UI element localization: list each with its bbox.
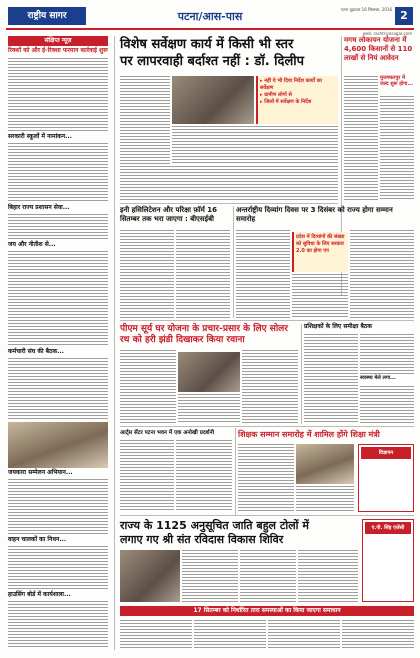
- story5-headline: शिक्षक सम्मान समारोह में शामिल होंगे शिक्षा मंत्री: [238, 430, 380, 439]
- right-mid-divider: [301, 324, 302, 424]
- section-title: पटना/आस-पास: [177, 10, 243, 23]
- story4-headline: पीएम सूर्य घर योजना के प्रचार-प्रसार के लिए सोलर रथ को हरी झंडी दिखाकर किया रवाना: [120, 324, 288, 345]
- right-mid-text-2: [360, 334, 414, 374]
- bottom-headline-line2: लगाए गए श्री संत रविदास विकास शिविर: [120, 533, 284, 546]
- left-headline-5: कर्मचारी संघ की बैठक...: [8, 348, 64, 355]
- bottom-text-3: [298, 550, 358, 602]
- story6-headline: आर्ट्स सेंटर पटना भवन में एक अनोखी प्रदर्शनी: [120, 430, 215, 436]
- left-text-5: [8, 358, 108, 420]
- website: web: rashtriyasagar.com: [362, 31, 412, 36]
- story4-text-2: [178, 394, 240, 424]
- column-divider: [114, 36, 115, 650]
- low-divider: [120, 426, 414, 427]
- left-text-8: [8, 601, 108, 649]
- bottom-text-5: [194, 620, 266, 650]
- story7-headline2: स्वास्थ्य मेले लगा...: [360, 375, 396, 381]
- column-label: संक्षिप्त न्यूज़: [8, 36, 108, 46]
- story2-headline: इनी हसिलिटेशन और परिक्षा फ़ॉर्म 16 सितम्बर तक भरा जाएगा : बीएसईबी: [120, 206, 217, 223]
- left-headline-1: रिक्शों को और ई-रिक्शा फरमान कार्रवाई शुरू: [8, 47, 108, 54]
- story3-text-1: [236, 230, 290, 318]
- story5-text-2: [296, 486, 354, 512]
- masthead-rule: [6, 28, 414, 30]
- advertisement: [358, 444, 414, 512]
- ad-title: विज्ञापन: [361, 447, 411, 459]
- bottom-banner: 17 सितम्बर को निर्धारित तारा समस्याओं का किया जाएगा समाधान: [120, 606, 414, 616]
- lead-headline-line1: विशेष सर्वेक्षण कार्य में किसी भी स्तर: [120, 37, 294, 52]
- ad2-title: ए.पी. सिंह एजेंसी: [365, 522, 411, 534]
- story6-text-2: [176, 440, 232, 512]
- right-mid-text-1: [304, 334, 358, 424]
- story4-text-3: [242, 350, 298, 424]
- bottom-headline-line1: राज्य के 1125 अनुसूचित जाति बहुल टोलों में: [120, 519, 309, 532]
- page-number: 2: [395, 7, 413, 25]
- story3-text-2: [292, 274, 348, 318]
- bottom-divider: [120, 515, 414, 516]
- left-text-2: [8, 143, 108, 203]
- story2-divider: [233, 206, 234, 318]
- left-headline-6: जयकारा सम्मेलन अभियान...: [8, 469, 73, 476]
- lead-bullet-3: ▸ जिलों में सर्वेक्षण के निर्देश: [260, 99, 312, 105]
- right-text-2: [380, 96, 414, 200]
- brand-logo: राष्ट्रीय सागर: [8, 7, 86, 25]
- story3-headline: अन्तर्राष्ट्रीय दिव्यांग दिवस पर 3 दिसंबर को राज्य होगा सम्मान समारोह: [236, 206, 393, 223]
- bottom-photo: [120, 550, 180, 602]
- bottom-text-7: [342, 620, 414, 650]
- bottom-headline: [120, 519, 358, 547]
- masthead: [0, 0, 420, 36]
- bottom-text-6: [268, 620, 340, 650]
- lead-bullet-2: ▸ ग्रामीण लोगों से: [260, 92, 292, 98]
- bottom-text-4: [120, 620, 192, 650]
- right-headline: मगध लोकायन योजना में 4,600 किसानों से 110 लाखों से नियं आवेदन: [344, 36, 413, 62]
- lead-bullets: [256, 76, 338, 124]
- lead-text-3: [120, 166, 338, 202]
- story3-text-3: [350, 230, 414, 318]
- advertisement-2: [362, 519, 414, 602]
- story2-text-2: [176, 230, 230, 318]
- lead-divider: [120, 203, 338, 204]
- left-headline-4: जय और नीतीश से...: [8, 241, 56, 248]
- lead-headline-line2: पर लापरवाही बर्दाश्त नहीं : डॉ. दिलीप: [120, 54, 305, 69]
- bottom-text-1: [182, 550, 238, 602]
- left-text-7: [8, 546, 108, 590]
- lead-text-2: [172, 126, 338, 164]
- dateline: पटना शुक्रवार 16 सितम्बर, 2016: [340, 7, 392, 12]
- story5-text-1: [238, 444, 294, 512]
- story4-text-1: [120, 350, 176, 424]
- bottom-text-2: [240, 550, 296, 602]
- story4-photo: [178, 352, 240, 392]
- left-text-4: [8, 251, 108, 347]
- story2-text-1: [120, 230, 174, 318]
- story5-divider: [235, 428, 236, 516]
- lead-headline: [120, 36, 338, 70]
- right-subhead: मुजफ्फरपुर में जल्द शुरू होगा...: [380, 75, 414, 87]
- mid-divider: [120, 320, 414, 321]
- left-headline-8: हाउसिंग बोर्ड में कार्यशाला...: [8, 591, 71, 598]
- left-text-3: [8, 214, 108, 240]
- story6-text-1: [120, 440, 174, 512]
- left-text-1: [8, 58, 108, 132]
- left-text-6: [8, 479, 108, 535]
- right-text-1: [344, 76, 378, 200]
- story3-box: प्रदेश में दिव्यांगों की संख्या को सुविधा के लिए सरकार 2.0 का होगा एप: [292, 232, 348, 272]
- lead-text-1: [120, 76, 170, 164]
- story7-headline-right: प्रशिक्षकों के लिए समीक्षा बैठक: [304, 323, 372, 330]
- right-mid-text-3: [360, 386, 414, 424]
- left-headline-2: सरकारी स्कूलों में नामांकन...: [8, 133, 72, 140]
- left-headline-7: वाहन चालकों का निधन...: [8, 536, 67, 543]
- left-headline-3: बिहार राज्य प्रशासन सेवा...: [8, 204, 70, 211]
- story5-photo: [296, 444, 354, 484]
- lead-bullet-1: ▸ नहीं ये भी दिया निर्देश कार्यों का सर्वेक्षण: [260, 78, 322, 91]
- left-photo: [8, 422, 108, 468]
- lead-photo: [172, 76, 254, 124]
